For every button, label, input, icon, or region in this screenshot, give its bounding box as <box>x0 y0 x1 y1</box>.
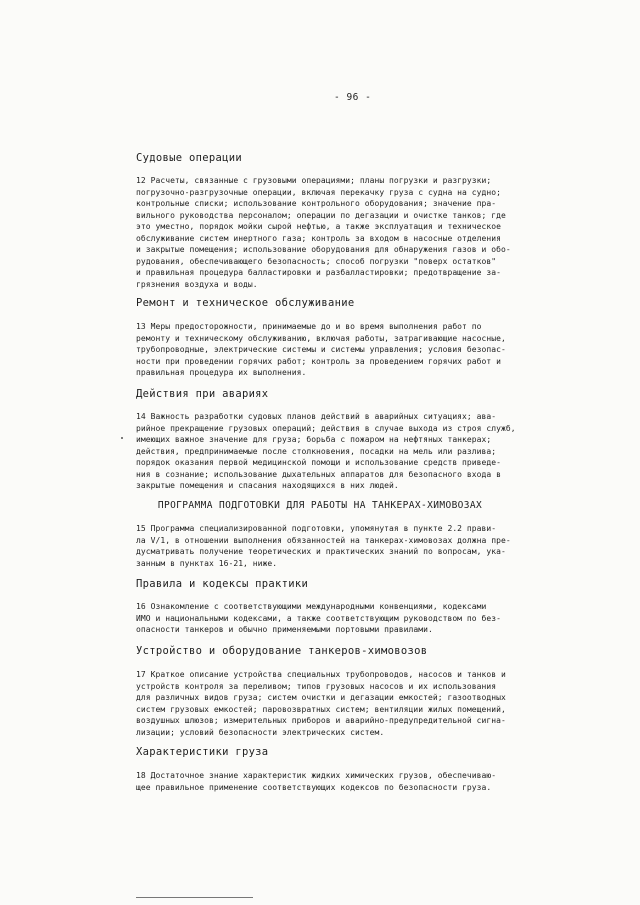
scan-speck <box>121 437 123 439</box>
section-heading-cargo-properties: Характеристики груза <box>136 746 269 758</box>
paragraph-17 <box>136 669 566 738</box>
text-line: ремонту и техническому обслуживанию, включая работы, затрагивающие насосные, <box>136 333 506 343</box>
text-line: имеющих важное значение для груза; борьба с пожаром на нефтяных танкерах; <box>136 435 492 444</box>
text-line: действия, предпринимаемые после столкновения, посадки на мель или разлива; <box>136 446 497 456</box>
text-line: погрузочно-разгрузочные операции, включая перекачку груза с судна на судно; <box>136 187 501 197</box>
text-line: занным в пунктах 16-21, ниже. <box>136 558 278 568</box>
section-heading-cargo-operations: Судовые операции <box>136 152 242 164</box>
text-line: ности при проведении горячих работ; контроль за проведением горячих работ и <box>136 356 501 366</box>
text-line: дусматривать получение теоретических и практических знаний по вопросам, ука- <box>136 547 506 556</box>
text-line: ния в сознание; использование дыхательных аппаратов для безопасного входа в <box>136 469 501 479</box>
paragraph-16 <box>136 601 566 636</box>
text-line: рийное прекращение грузовых операций; действия в случае выхода из строя служб, <box>136 423 516 433</box>
paragraph-18 <box>136 770 566 793</box>
text-line: 12 Расчеты, связанные с грузовыми операциями; планы погрузки и разгрузки; <box>136 176 492 185</box>
footnote-rule <box>136 897 253 898</box>
text-line: устройств контроля за переливом; типов грузовых насосов и их использования <box>136 681 497 691</box>
section-heading-rules: Правила и кодексы практики <box>136 578 309 590</box>
text-line: 17 Краткое описание устройства специальных трубопроводов, насосов и танков и <box>136 670 506 679</box>
text-line: правильная процедура их выполнения. <box>136 368 307 377</box>
text-line: ла V/1, в отношении выполнения обязанностей на танкерах-химовозах должна пре- <box>136 535 511 545</box>
text-line: трубопроводные, электрические системы и системы управления; условия безопас- <box>136 345 506 354</box>
text-line: 16 Ознакомление с соответствующими международными конвенциями, кодексами <box>136 602 487 611</box>
text-line: контрольные списки; использование контрольного оборудования; значение пра- <box>136 199 497 208</box>
text-line: щее правильное применение соответствующих кодексов по безопасности груза. <box>136 782 492 792</box>
text-line: 18 Достаточное знание характеристик жидких химических грузов, обеспечиваю- <box>136 771 497 780</box>
paragraph-14 <box>136 411 566 492</box>
text-line: вильного руководства персоналом; операции по дегазации и очистке танков; где <box>136 210 506 220</box>
section-heading-design: Устройство и оборудование танкеров-химовозов <box>136 645 428 657</box>
text-line: это уместно, порядок мойки сырой нефтью, а также эксплуатация и техническое <box>136 222 501 231</box>
text-line: ИМО и национальными кодексами, а также соответствующим руководством по без- <box>136 613 501 623</box>
text-line: грязнения воздуха и воды. <box>136 279 258 289</box>
section-heading-repair: Ремонт и техническое обслуживание <box>136 297 355 309</box>
paragraph-12 <box>136 175 566 290</box>
text-line: воздушных шлюзов; измерительных приборов и аварийно-предупредительной сигна- <box>136 716 506 725</box>
text-line: для различных видов груза; систем очистки и дегазации емкостей; газоотводных <box>136 693 506 702</box>
text-line: закрытые помещения и спасания находящихся в них людей. <box>136 481 399 490</box>
text-line: опасности танкеров и обычно применяемыми портовыми правилами. <box>136 625 433 634</box>
text-line: 13 Меры предосторожности, принимаемые до и во время выполнения работ по <box>136 322 482 331</box>
section-heading-emergency: Действия при авариях <box>136 388 269 400</box>
text-line: систем грузовых емкостей; паровозвратных систем; вентиляции жилых помещений, <box>136 704 506 714</box>
text-line: 14 Важность разработки судовых планов действий в аварийных ситуациях; ава- <box>136 412 497 421</box>
text-line: порядок оказания первой медицинской помощи и использование средств приведе- <box>136 458 501 467</box>
program-heading: ПРОГРАММА ПОДГОТОВКИ ДЛЯ РАБОТЫ НА ТАНКЕРАХ-ХИМОВОЗАХ <box>157 500 483 511</box>
text-line: рудования, обеспечивающего безопасность; способ погрузки "поверх остатков" <box>136 256 497 266</box>
text-line: обслуживание систем инертного газа; контроль за входом в насосные отделения <box>136 233 501 243</box>
text-line: 15 Программа специализированной подготовки, упомянутая в пункте 2.2 прави- <box>136 524 497 533</box>
paragraph-13 <box>136 321 566 379</box>
text-line: лизации; условий безопасности электрических систем. <box>136 727 385 737</box>
text-line: и правильная процедура балластировки и разбалластировки; предотвращение за- <box>136 268 501 277</box>
page-number: - 96 - <box>334 92 372 103</box>
paragraph-15 <box>136 523 566 569</box>
text-line: и закрытые помещения; использование оборудования для обнаружения газов и обо- <box>136 245 511 254</box>
